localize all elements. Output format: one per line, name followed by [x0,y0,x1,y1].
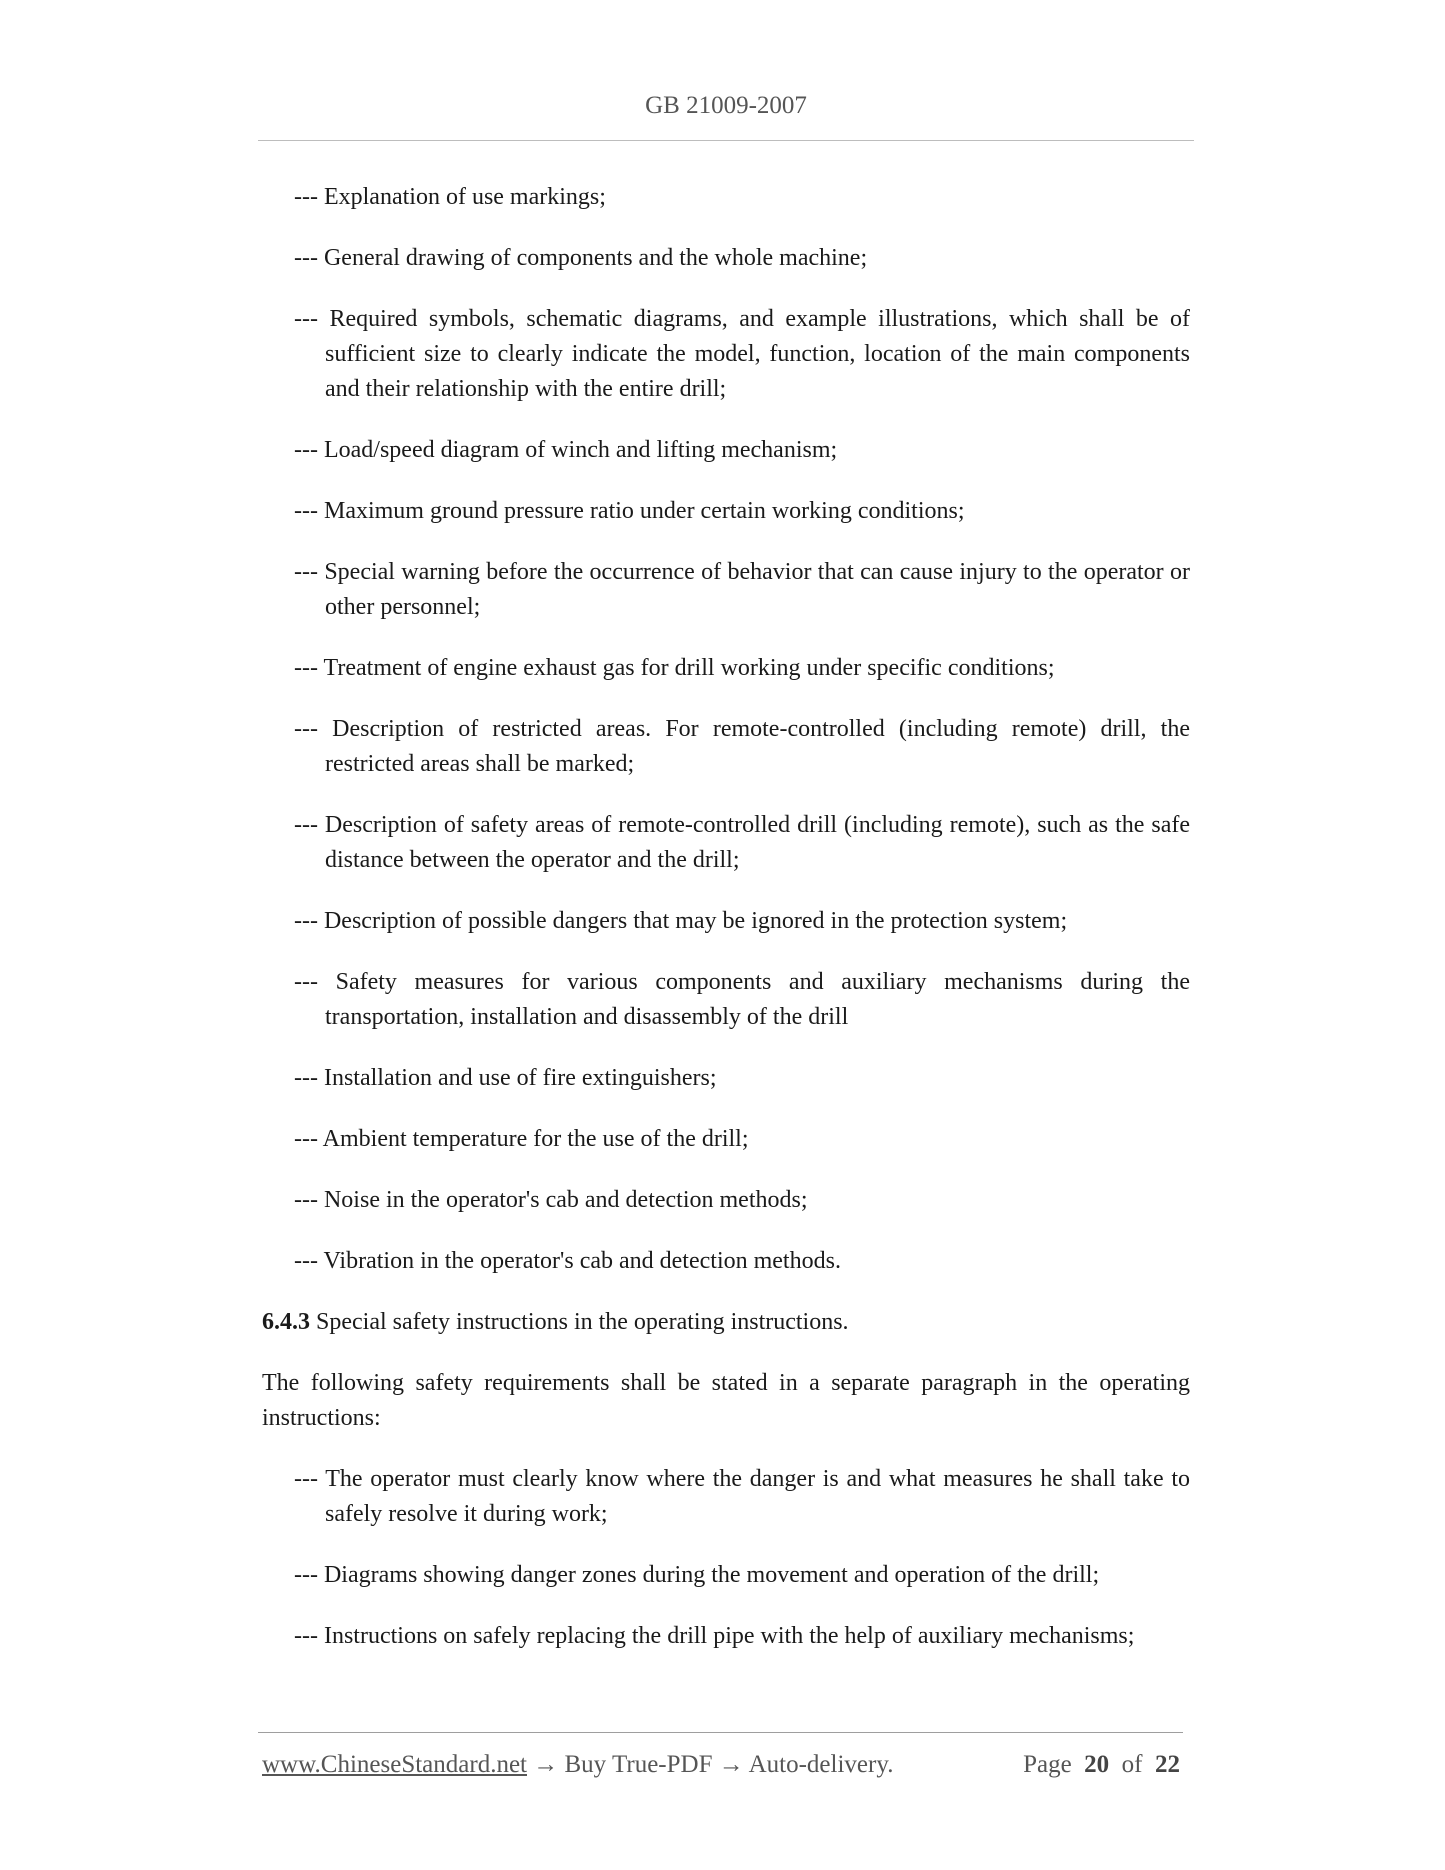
list-item: --- Description of possible dangers that may be ignored in the protection system; [294,908,1068,934]
list-item: --- Maximum ground pressure ratio under certain working conditions; [294,498,965,524]
section-title: Special safety instructions in the operating instructions. [310,1309,849,1335]
of-label: of [1121,1751,1143,1778]
page-counter [1023,1751,1180,1779]
list-item: --- Ambient temperature for the use of the drill; [294,1126,749,1152]
list-item: --- Installation and use of fire extinguishers; [294,1065,717,1091]
arrow-icon: → [527,1751,565,1778]
section-intro: The following safety requirements shall be stated in a separate paragraph in the operating instructions: [262,1370,1190,1431]
page-footer [262,1751,1180,1779]
list-item: --- Diagrams showing danger zones during the movement and operation of the drill; [294,1562,1100,1588]
buy-pdf-text: Buy True-PDF [564,1751,713,1778]
list-item: --- The operator must clearly know where the danger is and what measures he shall take to safely resolve it during work; [294,1466,1190,1527]
list-item: --- Special warning before the occurrence of behavior that can cause injury to the operator or other personnel; [294,559,1190,620]
list-item: --- Required symbols, schematic diagrams, and example illustrations, which shall be of sufficient size to clearly indicate the model, function, location of the main components and their relationship with the entire drill; [294,306,1190,402]
website-link[interactable]: www.ChineseStandard.net [262,1751,527,1778]
header-divider [258,140,1194,141]
page-label: Page [1023,1751,1072,1778]
list-item: --- Explanation of use markings; [294,184,606,210]
document-code: GB 21009-2007 [645,92,807,119]
list-item: --- Vibration in the operator's cab and detection methods. [294,1248,841,1274]
footer-promo [262,1751,893,1779]
list-item: --- Noise in the operator's cab and detection methods; [294,1187,808,1213]
list-item: --- Safety measures for various components and auxiliary mechanisms during the transportation, installation and disassembly of the drill [294,969,1190,1030]
section-number: 6.4.3 [262,1309,310,1335]
page-body [262,180,1190,1680]
list-item: --- Description of restricted areas. For remote-controlled (including remote) drill, the restricted areas shall be marked; [294,716,1190,777]
list-item: --- Description of safety areas of remote-controlled drill (including remote), such as the safe distance between the operator and the drill; [294,812,1190,873]
list-item: --- Treatment of engine exhaust gas for drill working under specific conditions; [294,655,1055,681]
arrow-icon: → [712,1751,749,1778]
list-item: --- Load/speed diagram of winch and lifting mechanism; [294,437,838,463]
list-item: --- Instructions on safely replacing the drill pipe with the help of auxiliary mechanisms; [294,1623,1135,1649]
list-item: --- General drawing of components and the whole machine; [294,245,868,271]
footer-divider [258,1732,1183,1733]
auto-delivery-text: Auto-delivery. [748,1751,894,1778]
page-number: 20 [1084,1751,1110,1778]
section-heading [262,1305,1190,1340]
page-header [258,92,1194,120]
page-total: 22 [1155,1751,1180,1778]
